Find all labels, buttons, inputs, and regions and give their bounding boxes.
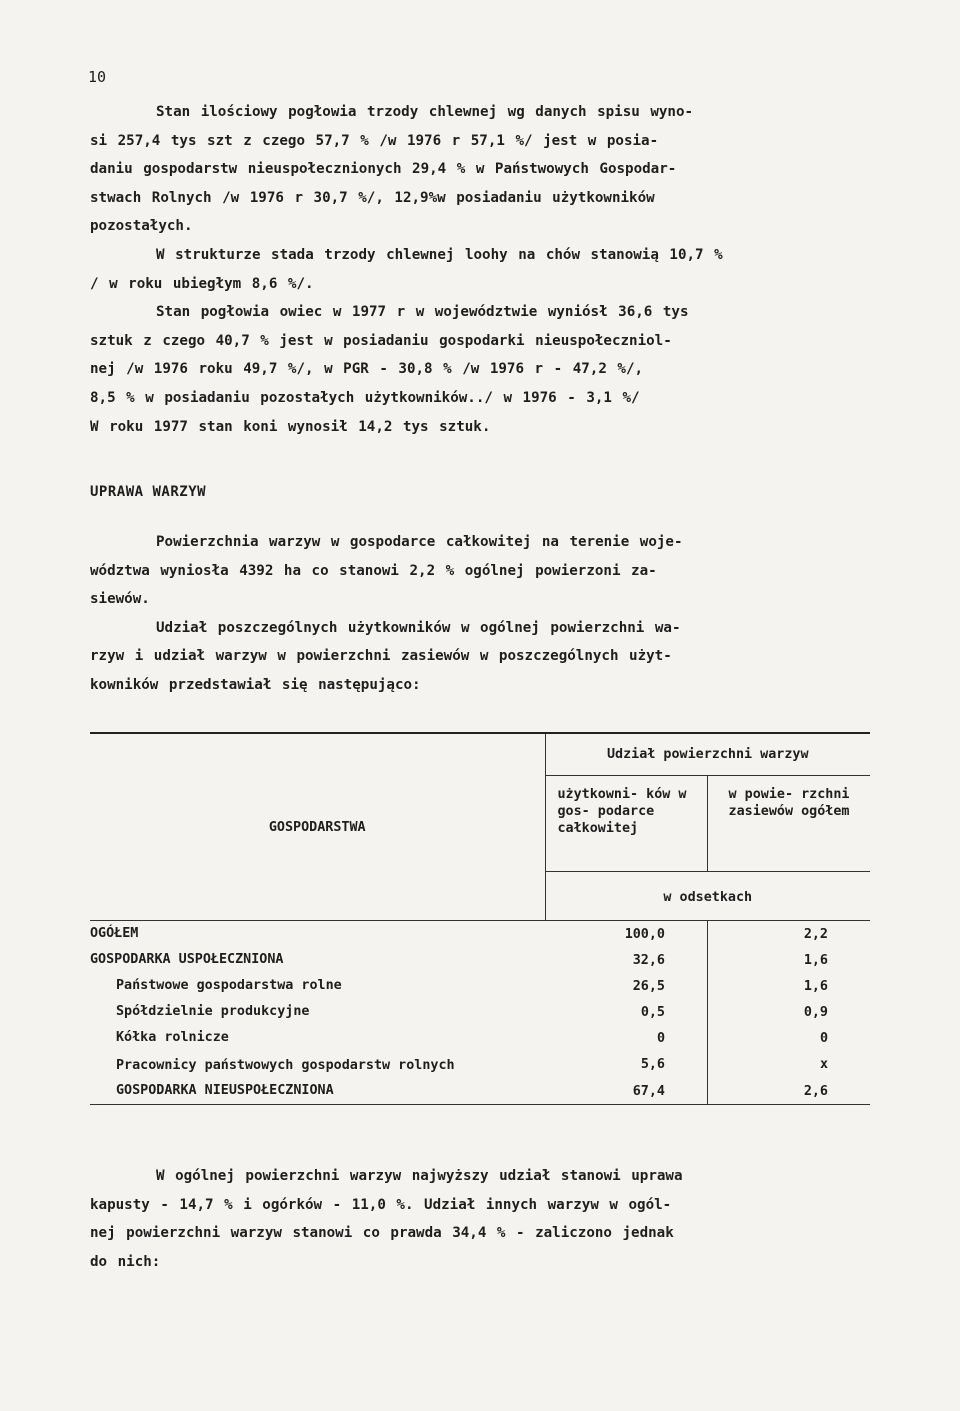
text-line: W strukturze stada trzody chlewnej loohy na chów stanowią 10,7 % [156,246,723,263]
row-value-users: 5,6 [545,1051,708,1078]
text-line: Udział poszczególnych użytkowników w ogólnej powierzchni wa- [156,619,681,636]
text-line: siewów. [90,591,150,608]
text-line: pozostałych. [90,218,193,235]
paragraph-livestock [90,98,870,441]
row-value-users: 67,4 [545,1078,708,1105]
text-line: 8,5 % w posiadaniu pozostałych użytkowników../ w 1976 - 3,1 %/ [90,389,640,406]
text-line: do nich: [90,1253,161,1270]
text-line: W ogólnej powierzchni warzyw najwyższy udział stanowi uprawa [156,1168,683,1184]
table-header-unit: w odsetkach [545,871,870,920]
row-value-users: 26,5 [545,973,708,999]
text-line: wództwa wyniosła 4392 ha co stanowi 2,2 % ogólnej powierzoni za- [90,562,657,579]
row-value-sown: 1,6 [803,952,828,968]
table-row [90,1078,870,1105]
text-line: daniu gospodarstw nieuspołecznionych 29,4 % w Państwowych Gospodar- [90,161,677,178]
table-header-sown: w powie- rzchni zasiewów ogółem [728,786,850,819]
text-line: Stan ilościowy pogłowia trzody chlewnej wg danych spisu wyno- [156,104,694,120]
text-line: stwach Rolnych /w 1976 r 30,7 %/, 12,9%w posiadaniu użytkowników [90,189,655,206]
paragraph-vegetables [90,528,870,700]
table-row [90,921,870,948]
text-line: Powierzchnia warzyw w gospodarce całkowitej na terenie woje- [156,534,683,550]
text-line: Stan pogłowia owiec w 1977 r w województwie wyniósł 36,6 tys [156,304,689,321]
text-line: nej /w 1976 roku 49,7 %/, w PGR - 30,8 % /w 1976 r - 47,2 %/, [90,361,644,378]
table-body [90,921,870,1105]
row-value-sown: x [819,1057,828,1072]
row-value-sown: 0,9 [803,1004,828,1020]
paragraph-cabbage [90,1162,870,1276]
text-line: / w roku ubiegłym 8,6 %/. [90,275,314,292]
row-value-sown: 0 [819,1030,828,1046]
table-header-group: Udział powierzchni warzyw [545,733,870,775]
table-row [90,1025,870,1051]
text-line: si 257,4 tys szt z czego 57,7 % /w 1976 r 57,1 %/ jest w posia- [90,132,659,149]
row-label: GOSPODARKA NIEUSPOŁECZNIONA [90,1078,545,1105]
row-value-sown: 2,2 [708,921,871,948]
table-row [90,999,870,1025]
row-value-sown: 1,6 [803,978,828,994]
text-line: kapusty - 14,7 % i ogórków - 11,0 %. Udział innych warzyw w ogól- [90,1196,672,1213]
section-heading: UPRAWA WARZYW [90,484,207,500]
row-value-users: 0 [545,1025,708,1051]
row-label: Kółka rolnicze [116,1030,229,1045]
table-header-users: użytkowni- ków w gos- podarce całkowitej [545,775,708,871]
row-label: Spółdzielnie produkcyjne [116,1004,310,1019]
row-label: OGÓŁEM [90,921,545,948]
row-label: Państwowe gospodarstwa rolne [116,978,342,993]
table-row [90,973,870,999]
row-value-sown: 2,6 [708,1078,871,1105]
row-value-users: 32,6 [545,947,708,973]
vegetable-share-table [90,732,870,1105]
row-value-users: 100,0 [545,921,708,948]
row-label: Pracownicy państwowych gospodarstw rolnych [116,1058,455,1073]
text-line: W roku 1977 stan koni wynosił 14,2 tys sztuk. [90,418,491,435]
text-line: sztuk z czego 40,7 % jest w posiadaniu gospodarki nieuspołeczniol- [90,332,672,349]
text-line: nej powierzchni warzyw stanowi co prawda 34,4 % - zaliczono jednak [90,1225,674,1242]
page-number: 10 [88,68,107,86]
table-row [90,1051,870,1078]
text-line: rzyw i udział warzyw w powierzchni zasiewów w poszczególnych użyt- [90,648,672,665]
row-label: GOSPODARKA USPOŁECZNIONA [90,952,284,967]
text-line: kowników przedstawiał się następująco: [90,676,421,693]
row-value-users: 0,5 [545,999,708,1025]
table-row [90,947,870,973]
table-header-farms: GOSPODARSTWA [90,733,545,921]
